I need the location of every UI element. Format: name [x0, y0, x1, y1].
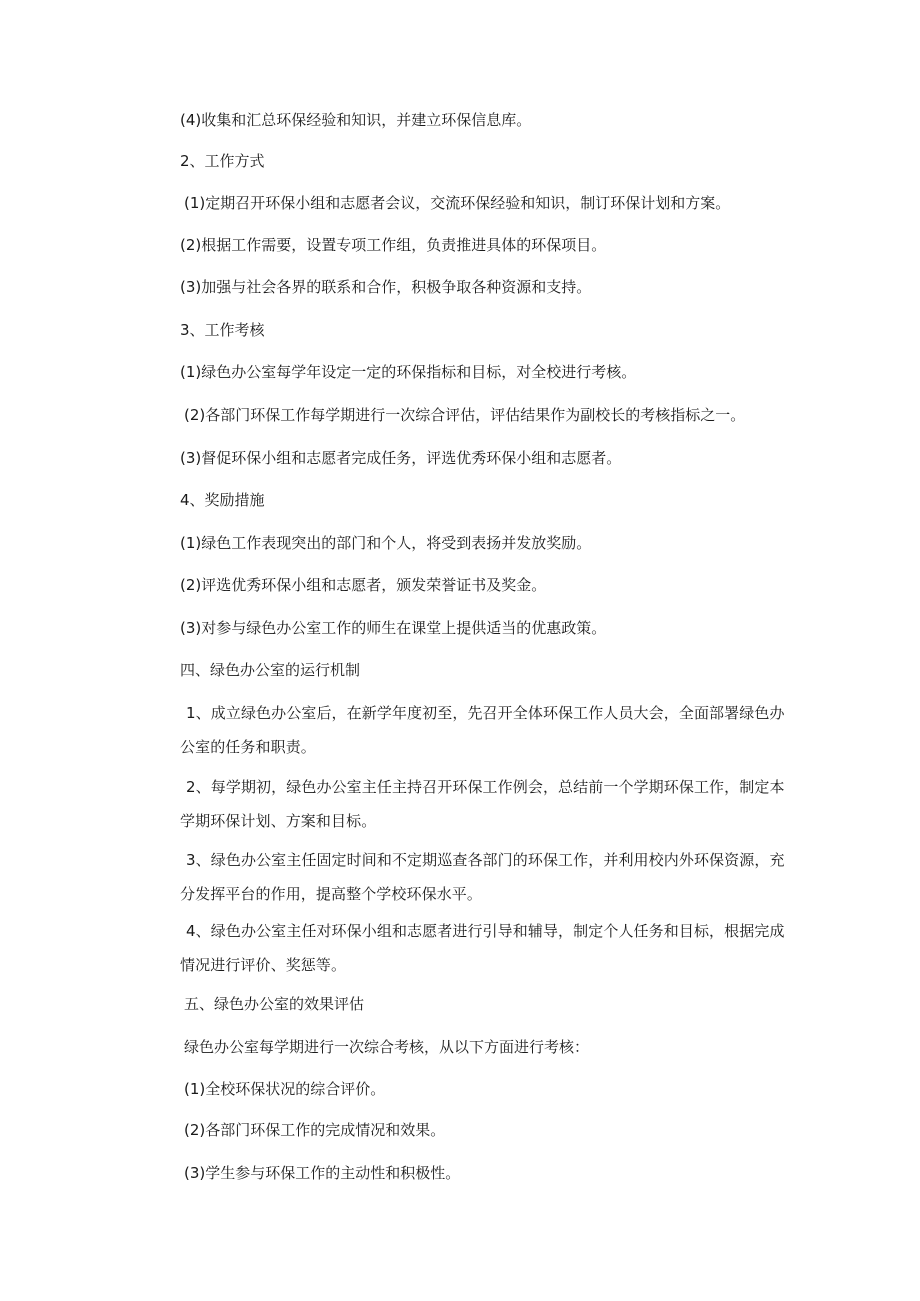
section-heading: 四、绿色办公室的运行机制	[180, 661, 361, 679]
list-item: (3)学生参与环保工作的主动性和积极性。	[184, 1164, 461, 1182]
list-item: (3)对参与绿色办公室工作的师生在课堂上提供适当的优惠政策。	[180, 619, 607, 637]
paragraph: 3、绿色办公室主任固定时间和不定期巡查各部门的环保工作，并利用校内外环保资源，充分发挥平台的作用，提高整个学校环保水平。	[180, 851, 785, 903]
paragraph: 4、绿色办公室主任对环保小组和志愿者进行引导和辅导，制定个人任务和目标，根据完成情况进行评价、奖惩等。	[180, 922, 785, 974]
list-item: (1)绿色办公室每学年设定一定的环保指标和目标，对全校进行考核。	[180, 363, 637, 381]
list-item: (2)根据工作需要，设置专项工作组，负责推进具体的环保项目。	[180, 236, 607, 254]
list-item: (2)评选优秀环保小组和志愿者，颁发荣誉证书及奖金。	[180, 576, 547, 594]
paragraph: 2、每学期初，绿色办公室主任主持召开环保工作例会，总结前一个学期环保工作，制定本学期环保计划、方案和目标。	[180, 778, 785, 830]
list-item: (4)收集和汇总环保经验和知识，并建立环保信息库。	[180, 111, 532, 129]
list-item: (3)督促环保小组和志愿者完成任务，评选优秀环保小组和志愿者。	[180, 449, 622, 467]
list-item: (1)全校环保状况的综合评价。	[184, 1080, 386, 1098]
list-item: (2)各部门环保工作的完成情况和效果。	[184, 1121, 446, 1139]
list-item: (3)加强与社会各界的联系和合作，积极争取各种资源和支持。	[180, 278, 592, 296]
list-item: (1)绿色工作表现突出的部门和个人，将受到表扬并发放奖励。	[180, 534, 592, 552]
subheading: 3、工作考核	[180, 321, 265, 339]
subheading: 2、工作方式	[180, 152, 265, 170]
subheading: 4、奖励措施	[180, 491, 265, 509]
paragraph: 绿色办公室每学期进行一次综合考核，从以下方面进行考核：	[184, 1038, 590, 1056]
list-item: (2)各部门环保工作每学期进行一次综合评估，评估结果作为副校长的考核指标之一。	[184, 406, 746, 424]
section-heading: 五、绿色办公室的效果评估	[184, 995, 365, 1013]
paragraph: 1、成立绿色办公室后，在新学年度初至，先召开全体环保工作人员大会，全面部署绿色办公室的任务和职责。	[180, 704, 785, 756]
list-item: (1)定期召开环保小组和志愿者会议，交流环保经验和知识，制订环保计划和方案。	[184, 194, 731, 212]
